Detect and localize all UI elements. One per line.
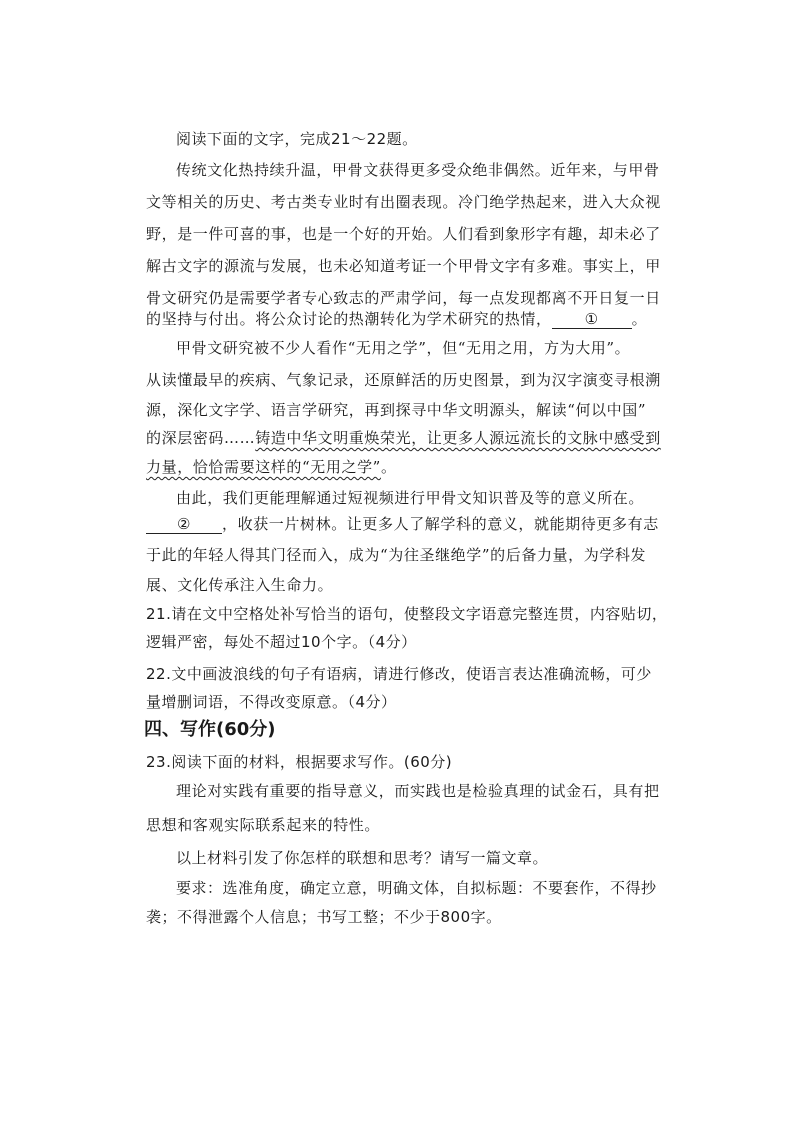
para1-line3: 野，是一件可喜的事，也是一个好的开始。人们看到象形字有趣，却未必了	[146, 225, 661, 243]
para2-line4-text: 的深层密码……	[146, 429, 256, 447]
question-23: 23.阅读下面的材料，根据要求写作。(60分)	[146, 753, 453, 771]
para1-line6	[146, 309, 647, 329]
para1-line4: 解古文字的源流与发展，也未必知道考证一个甲骨文字有多难。事实上，甲	[146, 257, 661, 275]
para2-line5	[146, 457, 397, 477]
blank-1: ①	[552, 310, 632, 329]
material-line2: 思想和客观实际联系起来的特性。	[146, 816, 381, 834]
section-heading-writing: 四、写作(60分)	[144, 719, 276, 740]
para2-line2: 从读懂最早的疾病、气象记录，还原鲜活的历史图景，到为汉字演变寻根溯	[146, 371, 661, 389]
wavy-sentence-part1: 铸造中华文明重焕荣光，让更多人源远流长的文脉中感受到	[255, 429, 661, 447]
para2-line3: 源，深化文字学、语言学研究，再到探寻中华文明源头，解读“何以中国”	[146, 401, 647, 419]
writing-prompt: 以上材料引发了你怎样的联想和思考？请写一篇文章。	[176, 849, 549, 867]
para3-line2-text: ，收获一片树林。让更多人了解学科的意义，就能期待更多有志	[222, 515, 659, 533]
para1-line1: 传统文化热持续升温，甲骨文获得更多受众绝非偶然。近年来，与甲骨	[176, 161, 660, 179]
material-line1: 理论对实践有重要的指导意义，而实践也是检验真理的试金石，具有把	[176, 782, 660, 800]
question-21-line2: 逻辑严密，每处不超过10个字。（4分）	[146, 633, 417, 651]
para1-line5: 骨文研究仍是需要学者专心致志的严肃学问，每一点发现都离不开日复一日	[146, 289, 661, 307]
question-22-line2: 量增删词语，不得改变原意。（4分）	[146, 693, 397, 711]
para3-line1: 由此，我们更能理解通过短视频进行甲骨文知识普及等的意义所在。	[176, 489, 645, 507]
reading-instruction: 阅读下面的文字，完成21～22题。	[176, 130, 418, 148]
question-22-line1: 22.文中画波浪线的句子有语病，请进行修改，使语言表达准确流畅，可少	[146, 665, 652, 683]
requirements-line2: 袭；不得泄露个人信息；书写工整；不少于800字。	[146, 908, 502, 926]
blank-2: ②	[146, 515, 222, 534]
para1-line6-text: 的坚持与付出。将公众讨论的热潮转化为学术研究的热情，	[146, 310, 552, 328]
para2-line4	[146, 428, 661, 448]
para1-line2: 文等相关的历史、考古类专业时有出圈表现。冷门绝学热起来，进入大众视	[146, 193, 661, 211]
para2-line5-end: 。	[380, 458, 397, 476]
para3-line4: 展、文化传承注入生命力。	[146, 576, 334, 594]
para3-line2	[146, 514, 659, 534]
para1-line6-end: 。	[631, 310, 648, 328]
para3-line3: 于此的年轻人得其门径而入，成为“为往圣继绝学”的后备力量，为学科发	[146, 546, 647, 564]
requirements-line1: 要求：选准角度，确定立意，明确文体，自拟标题：不要套作，不得抄	[176, 879, 657, 897]
para2-line1: 甲骨文研究被不少人看作“无用之学”，但“无用之用，方为大用”。	[176, 339, 631, 357]
wavy-sentence-part2: 力量，恰恰需要这样的“无用之学”	[146, 458, 381, 476]
question-21-line1: 21.请在文中空格处补写恰当的语句，使整段文字语意完整连贯，内容贴切，	[146, 605, 668, 623]
